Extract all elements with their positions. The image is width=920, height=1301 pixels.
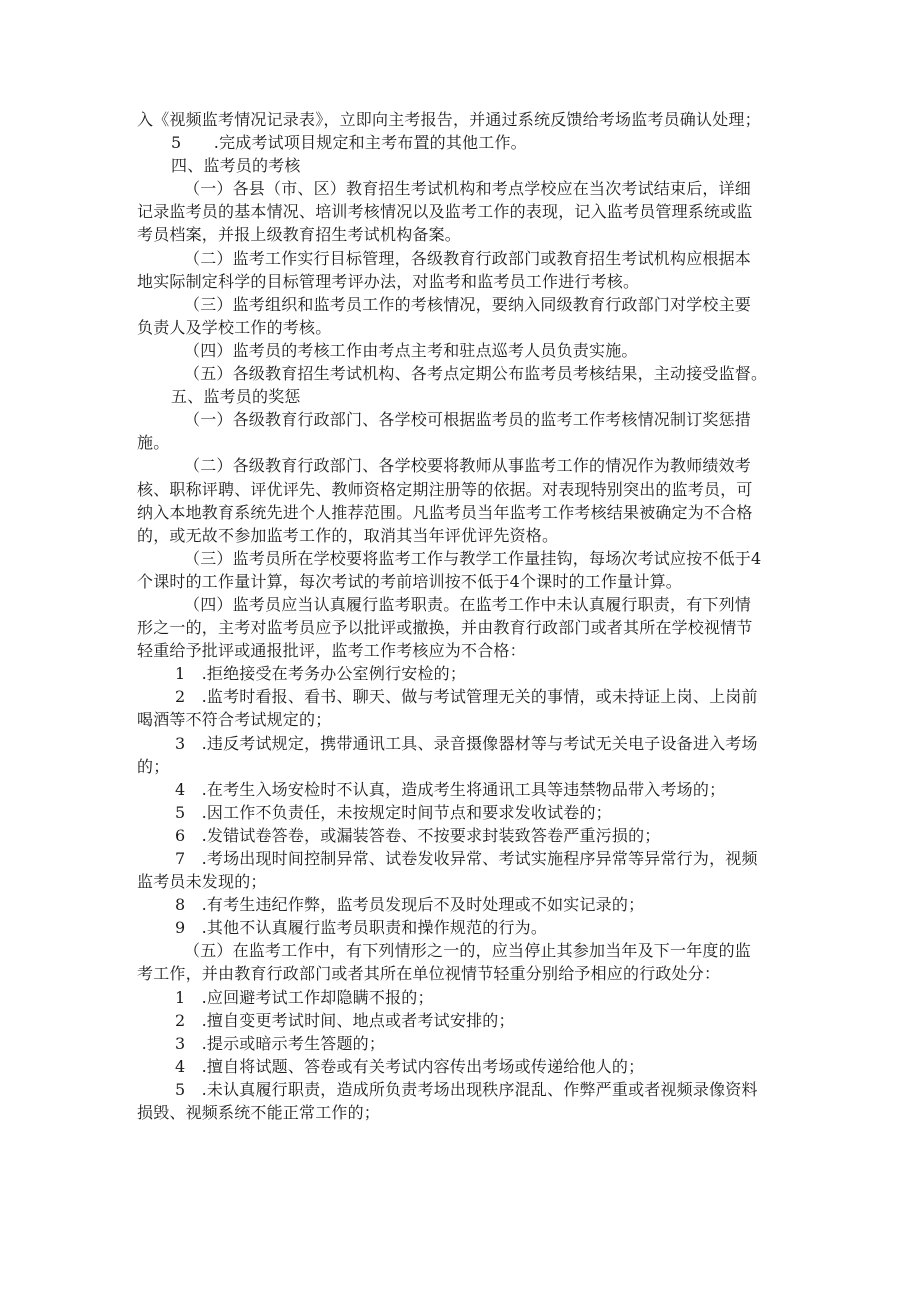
text-line: 2 .监考时看报、看书、聊天、做与考试管理无关的事情，或未持证上岗、上岗前 [175,687,758,707]
text-line: 考员档案，并报上级教育招生考试机构备案。 [137,225,462,245]
text-line: 核、职称评聘、评优评先、教师资格定期注册等的依据。对表现特别突出的监考员，可 [137,479,753,499]
text-line: 5 .完成考试项目规定和主考布置的其他工作。 [171,133,527,153]
text-line: （四）监考员的考核工作由考点主考和驻点巡考人员负责实施。 [184,340,638,360]
text-line: 施。 [137,433,170,453]
text-line: 的，或无故不参加监考工作的，取消其当年评优评先资格。 [137,525,559,545]
text-line: 纳入本地教育系统先进个人推荐范围。凡监考员当年监考工作考核结果被确定为不合格 [137,502,753,522]
text-line: 4 .在考生入场安检时不认真，造成考生将通讯工具等违禁物品带入考场的； [175,779,726,799]
text-line: 入《视频监考情况记录表》，立即向主考报告，并通过系统反馈给考场监考员确认处理； [137,110,761,129]
text-line: 轻重给予批评或通报批评，监考工作考核应为不合格： [137,641,526,661]
text-line: 1 .应回避考试工作却隐瞒不报的； [175,987,434,1007]
text-line: 形之一的，主考对监考员应予以批评或撤换，并由教育行政部门或者其所在学校视情节 [137,618,753,638]
text-line: 9 .其他不认真履行监考员职责和操作规范的行为。 [175,918,548,938]
text-line: （一）各县（市、区）教育招生考试机构和考点学校应在当次考试结束后，详细 [184,179,752,199]
text-line: 地实际制定科学的目标管理考评办法，对监考和监考员工作进行考核。 [137,271,640,291]
text-line: （二）监考工作实行目标管理，各级教育行政部门或教育招生考试机构应根据本 [184,248,752,268]
text-line: 1 .拒绝接受在考务办公室例行安检的； [175,664,467,684]
text-line: （三）监考员所在学校要将监考工作与教学工作量挂钩，每场次考试应按不低于4 [184,548,762,568]
text-line: 损毁、视频系统不能正常工作的； [137,1103,381,1123]
text-line: 3 .违反考试规定，携带通讯工具、录音摄像器材等与考试无关电子设备进入考场 [175,733,758,753]
text-line: 5 .因工作不负责任，未按规定时间节点和要求发收试卷的； [175,802,612,822]
text-line: 四、监考员的考核 [171,156,301,176]
text-line: （三）监考组织和监考员工作的考核情况，要纳入同级教育行政部门对学校主要 [184,294,752,314]
text-line: （四）监考员应当认真履行监考职责。在监考工作中未认真履行职责，有下列情 [184,594,752,614]
text-line: （五）在监考工作中，有下列情形之一的，应当停止其参加当年及下一年度的监 [184,941,752,961]
text-line: 的； [137,756,170,776]
text-line: 考工作，并由教育行政部门或者其所在单位视情节轻重分别给予相应的行政处分： [137,964,721,984]
text-line: 6 .发错试卷答卷，或漏装答卷、不按要求封装致答卷严重污损的； [175,825,661,845]
text-line: 8 .有考生违纪作弊，监考员发现后不及时处理或不如实记录的； [175,895,645,915]
text-line: （五）各级教育招生考试机构、各考点定期公布监考员考核结果，主动接受监督。 [184,364,768,384]
document-body [137,108,787,1124]
text-line: （一）各级教育行政部门、各学校可根据监考员的监考工作考核情况制订奖惩措 [184,410,752,430]
text-line: 喝酒等不符合考试规定的； [137,710,332,730]
text-line: 个课时的工作量计算，每次考试的考前培训按不低于4个课时的工作量计算。 [137,571,682,591]
text-line: 7 .考场出现时间控制异常、试卷发收异常、考试实施程序异常等异常行为，视频 [175,849,758,868]
text-line: 负责人及学校工作的考核。 [137,317,332,337]
text-line: 3 .提示或暗示考生答题的； [175,1033,386,1053]
text-line: 5 .未认真履行职责，造成所负责考场出现秩序混乱、作弊严重或者视频录像资料 [175,1079,758,1099]
text-line: 4 .擅自将试题、答卷或有关考试内容传出考场或传递给他人的； [175,1056,645,1076]
text-line: 记录监考员的基本情况、培训考核情况以及监考工作的表现，记入监考员管理系统或监 [137,202,753,222]
text-line: 五、监考员的奖惩 [171,387,301,407]
text-line: 监考员未发现的； [137,872,267,892]
text-line: （二）各级教育行政部门、各学校要将教师从事监考工作的情况作为教师绩效考 [184,456,752,476]
text-line: 2 .擅自变更考试时间、地点或者考试安排的； [175,1010,515,1030]
